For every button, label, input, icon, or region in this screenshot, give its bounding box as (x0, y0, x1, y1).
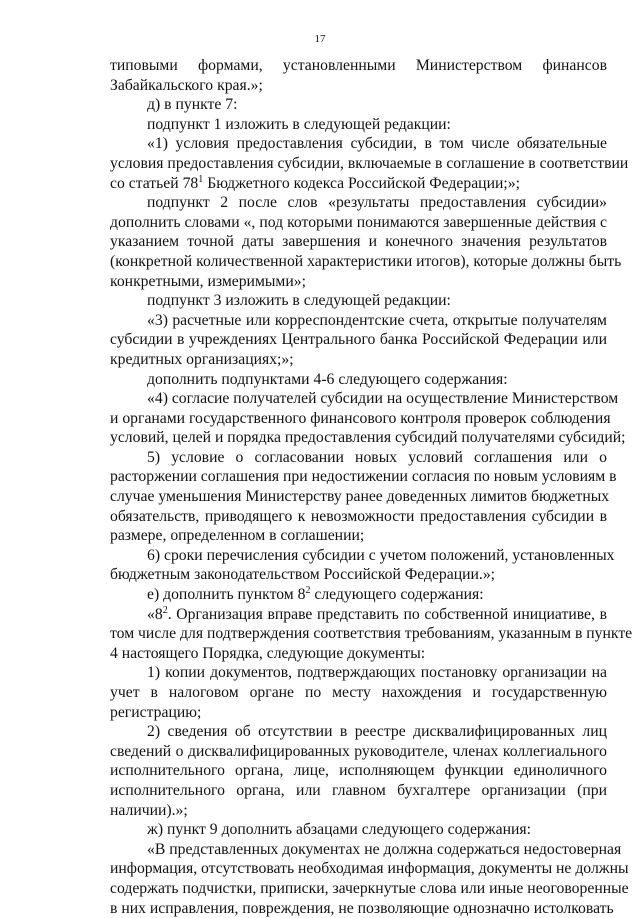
text-line: со статьей $78^1$ Бюджетного кодекса Российской Федерации;»; (110, 173, 520, 192)
text-line: наличии).»; (110, 801, 188, 819)
text-line: указанием точной даты завершения и конечного значения результатов (110, 233, 607, 251)
text-line: 1) копии документов, подтверждающих постановку организации на (147, 664, 607, 682)
text-line: д) в пункте 7: (147, 96, 238, 114)
text-line: «4) согласие получателей субсидии на осуществление Министерством (147, 390, 619, 408)
text-line: (конкретной количественной характеристики итогов), которые должны быть (110, 252, 622, 270)
text-line: исполнительного органа, лице, исполняющем функции единоличного (110, 762, 607, 780)
paragraph (110, 370, 607, 390)
paragraph (110, 95, 607, 115)
paragraph (110, 134, 629, 193)
paragraph (110, 585, 607, 605)
text-line: расторжении соглашения при недостижении согласия по новым условиям в (110, 468, 617, 486)
text-line: условия предоставления субсидии, включаемые в соглашение в соответствии (110, 154, 629, 172)
text-line: сведений о дисквалифицированных руководителе, членах коллегиального (110, 742, 607, 760)
text-line: исполнительного органа, или главном бухгалтере организации (при (110, 781, 607, 799)
text-line: подпункт 3 изложить в следующей редакции: (147, 292, 451, 310)
text-line: подпункт 2 после слов «результаты предоставления субсидии» (147, 194, 607, 212)
paragraph (110, 311, 607, 370)
text-line: е) дополнить пунктом $8^2$ следующего содержания: (147, 584, 484, 604)
paragraph (110, 546, 615, 585)
text-line: 2) сведения об отсутствии в реестре дисквалифицированных лиц (147, 723, 607, 741)
paragraph (110, 389, 626, 448)
text-line: регистрацию; (110, 703, 202, 721)
text-line: Забайкальского края.»; (110, 76, 263, 94)
paragraph (110, 663, 607, 722)
text-line: «В представленных документах не должна содержаться недостоверная (147, 840, 622, 858)
text-line: размере, определенном в соглашении; (110, 527, 365, 545)
paragraph (110, 448, 617, 546)
text-line: 4 настоящего Порядка, следующие документы: (110, 644, 426, 662)
paragraph (110, 56, 607, 95)
document-body (110, 56, 633, 918)
text-line: случае уменьшения Министерству ранее доведенных лимитов бюджетных (110, 488, 610, 506)
paragraph (110, 604, 633, 664)
paragraph (110, 291, 607, 311)
page-number: 17 (314, 33, 326, 45)
text-line: ж) пункт 9 дополнить абзацами следующего содержания: (147, 821, 531, 839)
text-line: условий, целей и порядка предоставления субсидий получателями субсидий; (110, 429, 626, 447)
text-line: обязательств, приводящего к невозможности предоставления субсидии в (110, 507, 607, 525)
text-line: дополнить подпунктами 4-6 следующего содержания: (147, 370, 508, 388)
text-line: кредитных организациях;»; (110, 350, 294, 368)
text-line: 5) условие о согласовании новых условий соглашения или о (147, 448, 607, 466)
text-line: бюджетным законодательством Российской Федерации.»; (110, 566, 496, 584)
text-line: 6) сроки перечисления субсидии с учетом положений, установленных (147, 546, 615, 564)
paragraph (110, 115, 607, 135)
text-line: субсидии в учреждениях Центрального банка Российской Федерации или (110, 331, 607, 349)
paragraph (110, 840, 629, 918)
text-line: «3) расчетные или корреспондентские счета, открытые получателям (147, 311, 607, 329)
text-line: типовыми формами, установленными Министерством финансов (110, 57, 607, 74)
text-line: информация, отсутствовать необходимая информация, документы не должны (110, 860, 629, 878)
text-line: и органами государственного финансового контроля проверок соблюдения (110, 409, 611, 427)
text-line: подпункт 1 изложить в следующей редакции: (147, 115, 451, 133)
text-line: конкретными, измеримыми»; (110, 272, 306, 290)
text-line: том числе для подтверждения соответствия требованиям, указанным в пункте (110, 625, 633, 643)
paragraph (110, 820, 607, 840)
text-line: «$8^2$. Организация вправе представить по собственной инициативе, в (147, 604, 607, 623)
text-line: в них исправления, повреждения, не позволяющие однозначно истолковать (110, 899, 614, 917)
text-line: дополнить словами «, под которыми понимаются завершенные действия с (110, 213, 607, 231)
text-line: содержать подчистки, приписки, зачеркнутые слова или иные неоговоренные (110, 879, 629, 897)
text-line: учет в налоговом органе по месту нахождения и государственную (110, 684, 607, 701)
text-line: «1) условия предоставления субсидии, в том числе обязательные (147, 135, 607, 153)
paragraph (110, 722, 607, 820)
paragraph (110, 193, 622, 291)
